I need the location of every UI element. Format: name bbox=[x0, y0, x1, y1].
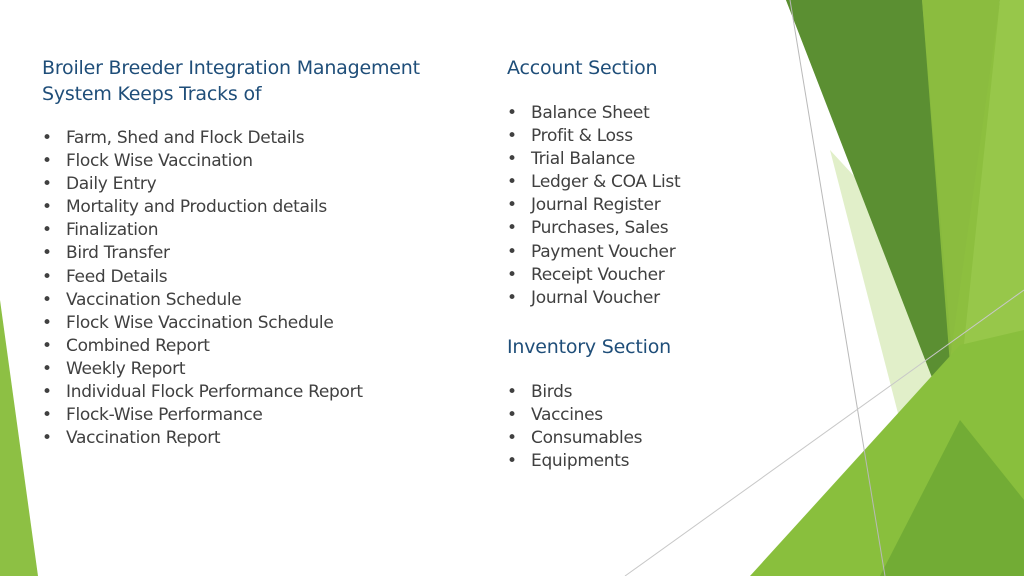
list-item: • Flock-Wise Performance bbox=[42, 404, 363, 427]
list-item: • Finalization bbox=[42, 219, 363, 242]
list-item: • Flock Wise Vaccination Schedule bbox=[42, 312, 363, 335]
list-item: • Daily Entry bbox=[42, 173, 363, 196]
list-item: • Journal Register bbox=[507, 194, 680, 217]
list-item: • Purchases, Sales bbox=[507, 217, 680, 240]
list-item: • Journal Voucher bbox=[507, 287, 680, 310]
list-item: • Payment Voucher bbox=[507, 241, 680, 264]
list-item: • Bird Transfer bbox=[42, 242, 363, 265]
inventory-section-list bbox=[507, 381, 642, 473]
list-item: • Feed Details bbox=[42, 266, 363, 289]
list-item: • Balance Sheet bbox=[507, 102, 680, 125]
list-item: • Vaccination Report bbox=[42, 427, 363, 450]
account-section-list bbox=[507, 102, 680, 310]
list-item: • Farm, Shed and Flock Details bbox=[42, 127, 363, 150]
list-item: • Individual Flock Performance Report bbox=[42, 381, 363, 404]
left-section-title: Broiler Breeder Integration Management System Keeps Tracks of bbox=[42, 57, 420, 105]
list-item: • Vaccination Schedule bbox=[42, 289, 363, 312]
list-item: • Mortality and Production details bbox=[42, 196, 363, 219]
list-item: • Equipments bbox=[507, 450, 642, 473]
list-item: • Trial Balance bbox=[507, 148, 680, 171]
list-item: • Birds bbox=[507, 381, 642, 404]
list-item: • Receipt Voucher bbox=[507, 264, 680, 287]
list-item: • Ledger & COA List bbox=[507, 171, 680, 194]
inventory-section-title: Inventory Section bbox=[507, 336, 671, 358]
left-section-list bbox=[42, 127, 363, 450]
account-section-title: Account Section bbox=[507, 57, 658, 79]
list-item: • Consumables bbox=[507, 427, 642, 450]
list-item: • Flock Wise Vaccination bbox=[42, 150, 363, 173]
list-item: • Vaccines bbox=[507, 404, 642, 427]
list-item: • Combined Report bbox=[42, 335, 363, 358]
list-item: • Profit & Loss bbox=[507, 125, 680, 148]
left-edge-facet bbox=[0, 300, 38, 576]
list-item: • Weekly Report bbox=[42, 358, 363, 381]
